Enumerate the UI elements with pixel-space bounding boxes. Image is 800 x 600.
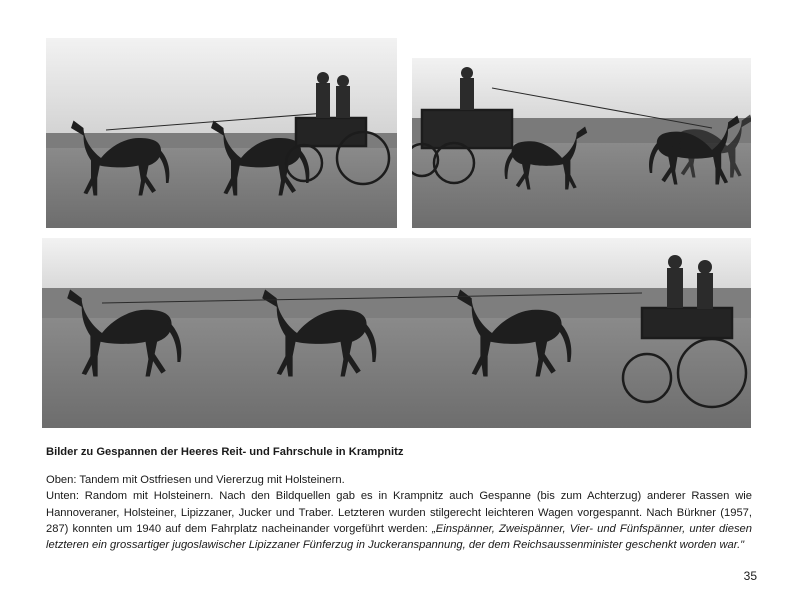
caption-bottom-paragraph [46,488,752,553]
photo-random-holsteiner [42,238,751,428]
photo-tandem-ostfriesen [46,38,397,228]
caption-top-line: Oben: Tandem mit Ostfriesen und Viererzug mit Holsteinern. [46,474,345,486]
page-number: 35 [743,569,757,583]
caption-title: Bilder zu Gespannen der Heeres Reit- und Fahrschule in Krampnitz [46,446,404,458]
caption-body [46,472,752,553]
photo-viererzug-holsteiner [412,58,751,228]
caption-bottom-text: Unten: Random mit Holsteinern. Nach den Bildquellen gab es in Krampnitz auch Gespanne (bis zum Achterzug) anderer Rassen wie Hannoveraner, Holsteiner, Lipizzaner, Jucker und Traber. Letzteren wurden stilgerecht leichteren Wagen vorgespannt. Nach Bürkner (1957, 287) konnten um 1940 auf dem Fahrplatz nacheinander vorgeführt werden: [46,490,752,535]
caption-quote: „Einspänner, Zweispänner, Vier- und Fünfspänner, unter diesen letzteren ein grossartiger jugoslawischer Lipizzaner Fünferzug in Juckeranspannung, der dem Reichsaussenminister geschenkt worden war." [46,522,752,552]
